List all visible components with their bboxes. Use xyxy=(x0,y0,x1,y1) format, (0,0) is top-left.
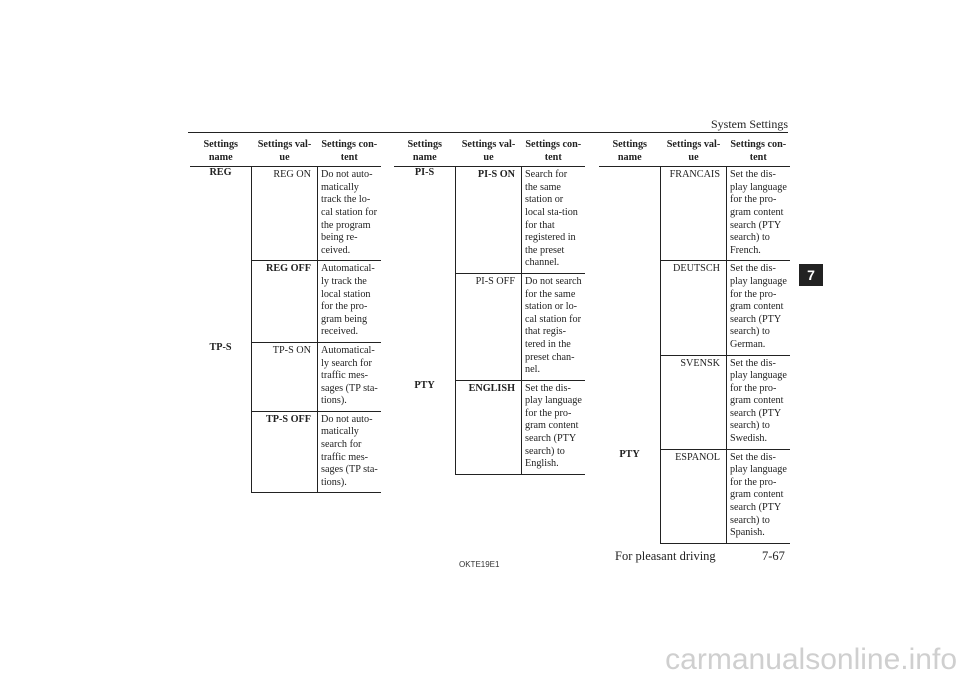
setting-value-cell: TP-S ON xyxy=(252,342,318,411)
table-row xyxy=(599,261,790,355)
setting-name-cell: PTY xyxy=(394,380,456,474)
setting-name-cell xyxy=(599,261,661,355)
table-body xyxy=(599,167,790,544)
setting-content-cell: Set the dis-play language for the pro-gram content search (PTY search) to Swedish. xyxy=(727,355,791,449)
chapter-tab: 7 xyxy=(799,264,823,286)
setting-content-cell: Search for the same station or local sta-tion for that registered in the preset channel. xyxy=(522,167,586,274)
col-header-name: Settings name xyxy=(190,136,252,167)
col-header-value: Settings val-ue xyxy=(456,136,522,167)
col-header-name: Settings name xyxy=(394,136,456,167)
setting-value-cell: FRANCAIS xyxy=(669,169,720,181)
setting-value-cell: SVENSK xyxy=(661,355,727,449)
settings-table-2 xyxy=(394,136,585,475)
table-row xyxy=(394,273,585,380)
table-row xyxy=(599,449,790,543)
setting-name-cell: TP-S xyxy=(190,342,252,411)
table-row xyxy=(599,355,790,449)
setting-value-cell: ENGLISH xyxy=(456,380,522,474)
setting-value-cell: DEUTSCH xyxy=(661,261,727,355)
table-row xyxy=(599,167,790,261)
table-header-row xyxy=(190,136,381,167)
page-number: 7-67 xyxy=(762,549,785,563)
setting-value-cell: PI-S ON xyxy=(477,169,515,181)
setting-name-cell: PI-S xyxy=(394,167,456,274)
setting-name-cell xyxy=(190,261,252,343)
setting-value-cell: REG OFF xyxy=(252,261,318,343)
table-row xyxy=(394,167,585,274)
setting-value-cell: TP-S OFF xyxy=(252,411,318,493)
setting-content-cell: Set the dis-play language for the pro-gram content search (PTY search) to German. xyxy=(727,261,791,355)
setting-content-cell: Automatical-ly track the local station for the pro-gram being received. xyxy=(318,261,382,343)
setting-content-cell: Set the dis-play language for the pro-gram content search (PTY search) to Spanish. xyxy=(727,449,791,543)
table-header-row xyxy=(394,136,585,167)
setting-name-cell: REG xyxy=(190,167,252,261)
col-header-name: Settings name xyxy=(599,136,661,167)
col-header-content: Settings con-tent xyxy=(318,136,382,167)
setting-name-cell xyxy=(394,273,456,380)
col-header-value: Settings val-ue xyxy=(661,136,727,167)
section-title: System Settings xyxy=(710,117,788,131)
table-row xyxy=(394,380,585,474)
setting-content-cell: Set the dis-play language for the pro-gram content search (PTY search) to English. xyxy=(522,380,586,474)
table-body xyxy=(190,167,381,493)
setting-content-cell: Do not auto-matically track the lo-cal station for the program being re-ceived. xyxy=(318,167,382,261)
table-row xyxy=(190,167,381,261)
setting-content-cell: Automatical-ly search for traffic mes-sages (TP sta-tions). xyxy=(318,342,382,411)
setting-value-cell: ESPANOL xyxy=(661,449,727,543)
col-header-content: Settings con-tent xyxy=(727,136,791,167)
setting-name-cell xyxy=(599,167,661,261)
table-row xyxy=(190,411,381,493)
col-header-value: Settings val-ue xyxy=(252,136,318,167)
table-body xyxy=(394,167,585,475)
setting-name-cell xyxy=(190,411,252,493)
watermark: carmanualsonline.info xyxy=(665,643,957,676)
col-header-content: Settings con-tent xyxy=(522,136,586,167)
table-row xyxy=(190,342,381,411)
table-header-row xyxy=(599,136,790,167)
setting-content-cell: Set the dis-play language for the pro-gram content search (PTY search) to French. xyxy=(727,167,791,261)
settings-table-1 xyxy=(190,136,381,493)
setting-name-cell: PTY xyxy=(599,449,661,543)
setting-value-cell: REG ON xyxy=(273,169,311,181)
setting-content-cell: Do not search for the same station or lo-cal station for that regis-tered in the preset chan-nel. xyxy=(522,273,586,380)
setting-name-cell xyxy=(599,355,661,449)
table-row xyxy=(190,261,381,343)
header-rule xyxy=(188,132,788,133)
settings-table-3 xyxy=(599,136,790,544)
footer-section: For pleasant driving xyxy=(615,549,716,563)
setting-value-cell: PI-S OFF xyxy=(456,273,522,380)
setting-content-cell: Do not auto-matically search for traffic mes-sages (TP sta-tions). xyxy=(318,411,382,493)
doc-code: OKTE19E1 xyxy=(459,560,500,569)
